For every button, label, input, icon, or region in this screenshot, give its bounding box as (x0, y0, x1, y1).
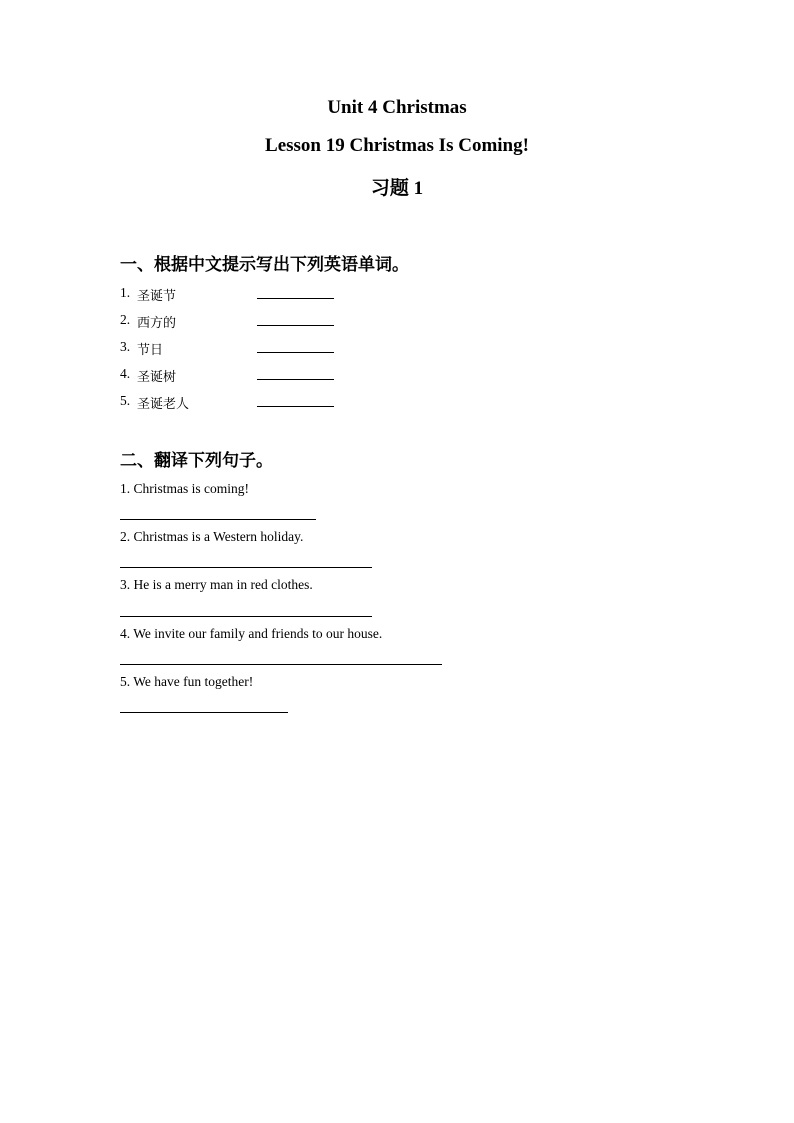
translation-sentence: 1. Christmas is coming! (120, 481, 249, 496)
lesson-title: Lesson 19 Christmas Is Coming! (265, 135, 529, 156)
vocab-answer-blank[interactable] (257, 298, 334, 299)
vocab-chinese-word: 西方的 (137, 316, 177, 331)
vocab-number: 5. (120, 393, 131, 408)
translation-sentence: 5. We have fun together! (120, 674, 254, 689)
vocab-item (120, 366, 380, 386)
exercise-title: 习题 1 (370, 178, 424, 199)
vocab-number: 3. (120, 339, 131, 354)
vocab-answer-blank[interactable] (257, 352, 334, 353)
translation-sentence: 3. He is a merry man in red clothes. (120, 577, 313, 592)
vocab-item (120, 393, 380, 413)
vocab-chinese-word: 圣诞树 (137, 370, 177, 385)
vocab-chinese-word: 圣诞节 (137, 289, 177, 304)
vocab-number: 4. (120, 366, 131, 381)
vocab-answer-blank[interactable] (257, 325, 334, 326)
translation-answer-line[interactable] (120, 616, 372, 617)
translation-sentence: 2. Christmas is a Western holiday. (120, 529, 304, 544)
vocab-answer-blank[interactable] (257, 379, 334, 380)
unit-title: Unit 4 Christmas (327, 97, 467, 118)
vocab-number: 2. (120, 312, 131, 327)
translation-answer-line[interactable] (120, 519, 316, 520)
section-2-heading: 二、翻译下列句子。 (120, 451, 273, 471)
vocab-item (120, 339, 380, 359)
vocab-chinese-word: 圣诞老人 (137, 397, 190, 412)
vocab-item (120, 285, 380, 305)
vocab-item (120, 312, 380, 332)
translation-answer-line[interactable] (120, 712, 288, 713)
vocab-chinese-word: 节日 (137, 343, 164, 358)
vocab-answer-blank[interactable] (257, 406, 334, 407)
translation-answer-line[interactable] (120, 567, 372, 568)
translation-sentence: 4. We invite our family and friends to our house. (120, 626, 383, 641)
translation-answer-line[interactable] (120, 664, 442, 665)
vocab-number: 1. (120, 285, 131, 300)
section-1-heading: 一、根据中文提示写出下列英语单词。 (120, 255, 409, 275)
